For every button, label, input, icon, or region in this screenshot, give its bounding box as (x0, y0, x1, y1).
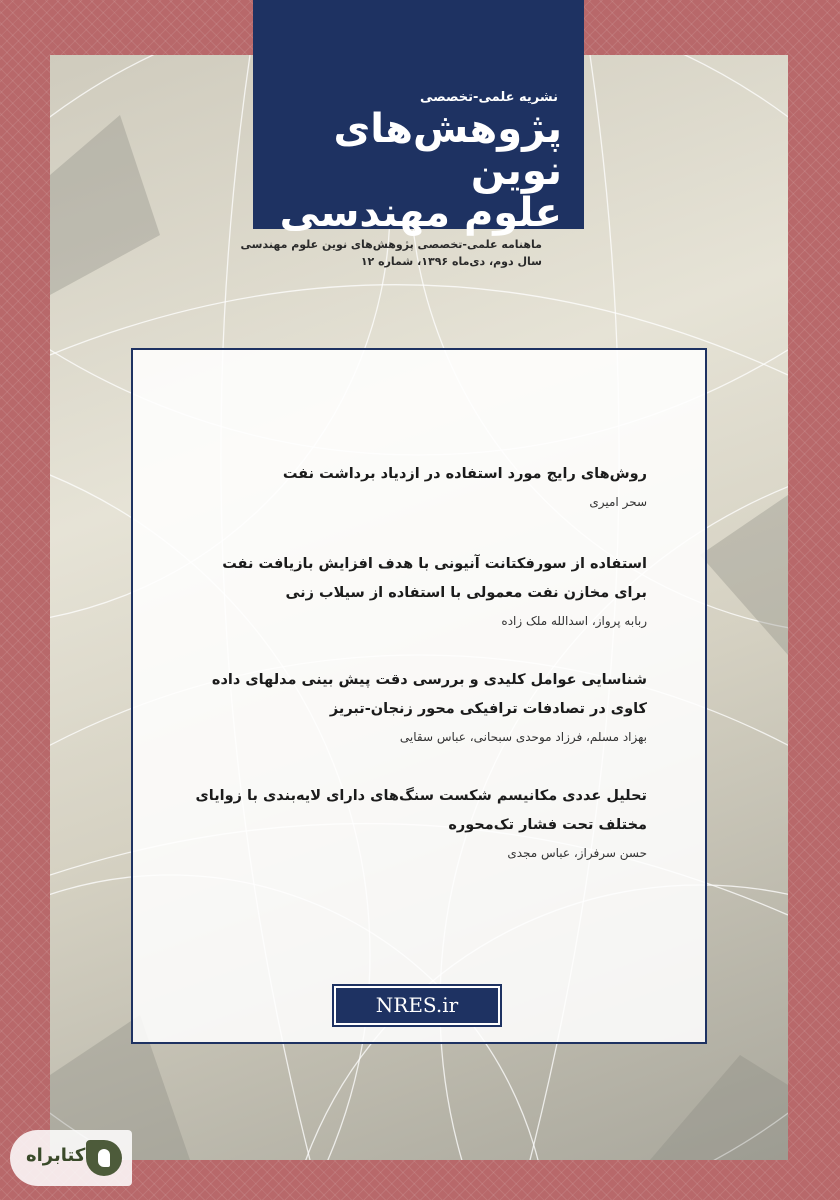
article-title: تحلیل عددی مکانیسم شکست سنگ‌های دارای لایه‌بندی با زوایای مختلف تحت فشار تک‌محوره (195, 788, 647, 833)
issue-line2: سال دوم، دی‌ماه ۱۳۹۶، شماره ۱۲ (360, 255, 542, 268)
journal-title-line1: پژوهش‌های نوین (333, 106, 562, 194)
watermark-badge (10, 1130, 132, 1186)
ketabrah-logo-icon (86, 1140, 122, 1176)
article-title: شناسایی عوامل کلیدی و بررسی دقت پیش بینی مدلهای داده کاوی در تصادفات ترافیکی محور زنجان-تبریز (211, 672, 647, 717)
article-3 (187, 666, 647, 744)
article-title: استفاده از سورفکتانت آنیونی با هدف افزایش بازیافت نفت برای مخازن نفت معمولی با استفاده از سیلاب زنی (222, 556, 647, 601)
journal-title-line2: علوم مهندسی (279, 190, 562, 236)
issue-info (241, 236, 542, 270)
article-authors: سحر امیری (589, 495, 647, 509)
article-4 (187, 782, 647, 860)
journal-title (253, 108, 562, 234)
contents-panel (131, 348, 707, 1044)
journal-masthead (253, 0, 584, 236)
journal-subtitle: نشریه علمی-تخصصی (420, 90, 558, 105)
article-1 (187, 460, 647, 509)
watermark-text: کتابراه (26, 1145, 86, 1166)
article-2 (187, 550, 647, 628)
issue-line1: ماهنامه علمی-تخصصی پژوهش‌های نوین علوم مهندسی (240, 238, 542, 251)
article-authors: حسن سرفراز، عباس مجدی (507, 846, 647, 860)
website-badge[interactable]: NRES.ir (332, 984, 502, 1027)
article-authors: ربابه پرواز، اسدالله ملک زاده (501, 614, 647, 628)
article-authors: بهزاد مسلم، فرزاد موحدی سبحانی، عباس سقایی (399, 730, 647, 744)
article-title: روش‌های رایج مورد استفاده در ازدیاد برداشت نفت (282, 466, 647, 482)
